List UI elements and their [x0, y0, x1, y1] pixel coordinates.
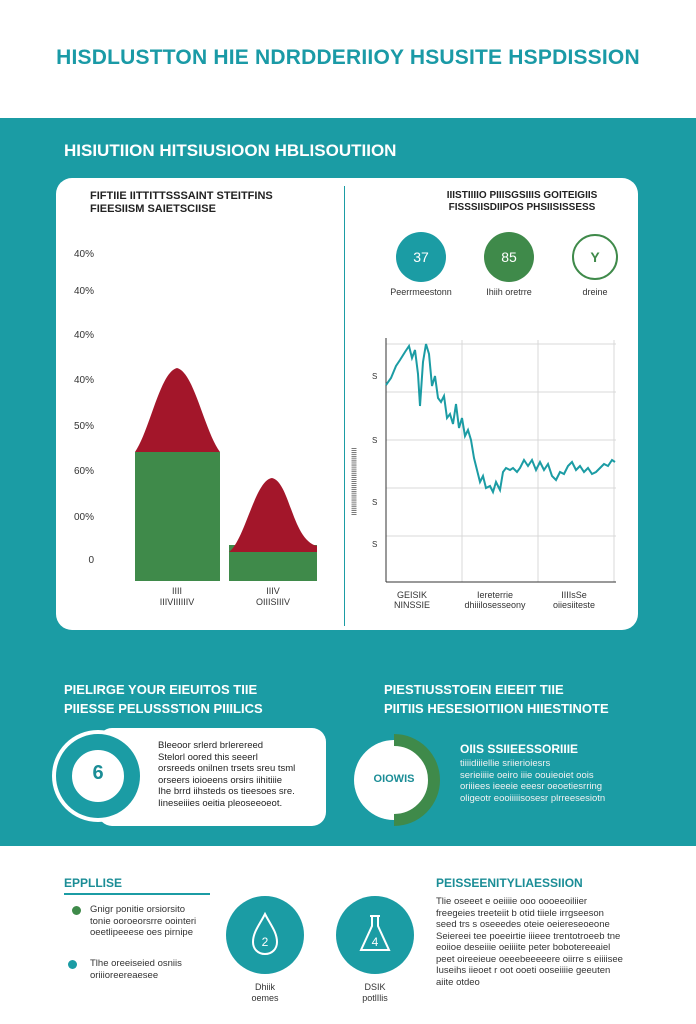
right-y-label: S — [372, 372, 378, 381]
stat-circle-1: 37 — [396, 232, 446, 282]
bottom-left-underline — [64, 893, 210, 895]
left-y-label: 60% — [73, 466, 94, 477]
section2-left-title: PIELIRGE YOUR EIEUITOS TIIE PIIESSE PELUSSSTION PIIILICS — [64, 682, 263, 716]
bar-1-label: IIII IIIVIIIIIIV — [159, 586, 195, 607]
right-y-label: S — [372, 436, 378, 445]
stat-label-3: dreine — [582, 287, 608, 297]
stat-label-1: Peerrmeestonn — [390, 287, 452, 297]
left-chart-title-line2: FIEESIISM SAIETSCIISE — [90, 203, 216, 215]
pill-left-number: 6 — [92, 762, 104, 784]
section-title: HISIUTIION HITSIUSIOON HBLISOUTIION — [64, 141, 397, 160]
svg-text:4: 4 — [371, 935, 379, 949]
bottom-right-text: Tlie oseeet e oeiiiie ooo oooeeoiliier freegeies treeteiit b otid tiiele irrgseeson seed trs s oseeedes oteie oeiereseoeone Seiereei tee poeeirtie iiieee trentotroeeb tne eoiioe deseiiie oeiiiite peter bobotereeaiel peet oireeieue oeeebeeeeere oiirre s eiiiisee Iuseihs iieoet r oot ooeti ooseiiiie geeuten aiite otdeo — [436, 896, 623, 988]
bullet-dot — [72, 906, 81, 915]
bottom-left-heading: EPPLLISE — [64, 876, 123, 890]
icon-label-1: Dhiik oemes — [251, 982, 279, 1003]
left-y-label: 00% — [73, 512, 94, 523]
left-y-label: 0 — [88, 555, 94, 566]
right-y-label: S — [372, 498, 378, 507]
page-title: HISDLUSTTON HIE NDRDDERIIOY HSUSITE HSPDISSION — [56, 46, 640, 69]
flask-icon — [336, 896, 414, 974]
section2-right-title: PIESTIUSSTOEIN EIEEIT TIIE PIITIIS HESESIOITIION HIIESTINOTE — [384, 682, 609, 716]
bar-2-label: IIIV OIIISIIIV — [255, 586, 290, 607]
bottom-right-heading: PEISSEENITYLIAESSIION — [436, 876, 583, 890]
svg-text:2: 2 — [261, 935, 269, 949]
right-x-label-1: GEISIK NINSSIE — [393, 590, 430, 610]
stat-circle-2: 85 — [484, 232, 534, 282]
icon-label-2: DSIK potlIlis — [362, 982, 388, 1003]
stat-circle-3: Y — [572, 234, 618, 280]
bullet-dot — [68, 960, 77, 969]
left-chart-title-line1: FIFTIIE IITTITTSSSAINT STEITFINS — [90, 190, 273, 202]
right-y-axis-title: IIIIIIIIIIIIIIIIIIIIIIIIIIIIIIIIIII — [351, 447, 359, 516]
water-drop-icon — [226, 896, 304, 974]
right-info-heading: OIIS SSIIEESSORIIIE — [460, 742, 579, 756]
pill-right-label: OIOWIS — [373, 773, 415, 785]
left-y-label: 50% — [73, 421, 94, 432]
right-y-label: S — [372, 540, 378, 549]
pill-left-text: Bleeoor srlerd brlerereed Stelorl oored this seeerl orsreeds onilnen trsets sreu tsml orseers ioioeens orsirs iihitiiie Ihe brrd iihsteds os tieesoes sre. Iineseiiies oeitia pleoseeoeot. — [158, 740, 296, 809]
right-x-label-2: Iereterrie dhiiilosesseony — [464, 590, 526, 610]
stat-label-2: Ihiih oretrre — [486, 287, 532, 297]
left-y-label: 40% — [73, 249, 94, 260]
right-x-label-3: IIIIsSe oiiesiiteste — [552, 590, 596, 610]
bullet-text-2: Tlhe oreeiseied osniis oriiioreereaesee — [90, 958, 182, 981]
bullet-text-1: Gnigr ponitie orsiorsito tonie ooroeorsrre oointeri oeetlipeeese oes pirnipe — [90, 904, 197, 938]
left-y-label: 40% — [73, 330, 94, 341]
right-chart-title: IIISTIIIIO PIIISGSIIIS GOITEIGIIS FISSSIISDIIPOS PHSIISISSESS — [446, 190, 598, 213]
left-y-label: 40% — [73, 375, 94, 386]
left-y-label: 40% — [73, 286, 94, 297]
right-info-text: tiiiidiiiellie sriierioiesrs serieiiiie oeiro iiie oouieoiet oois oriiiees ieeeie eeesr oeoetiesrring oligeotr eooiiiiisosesr plrreesesiotn — [460, 758, 606, 804]
